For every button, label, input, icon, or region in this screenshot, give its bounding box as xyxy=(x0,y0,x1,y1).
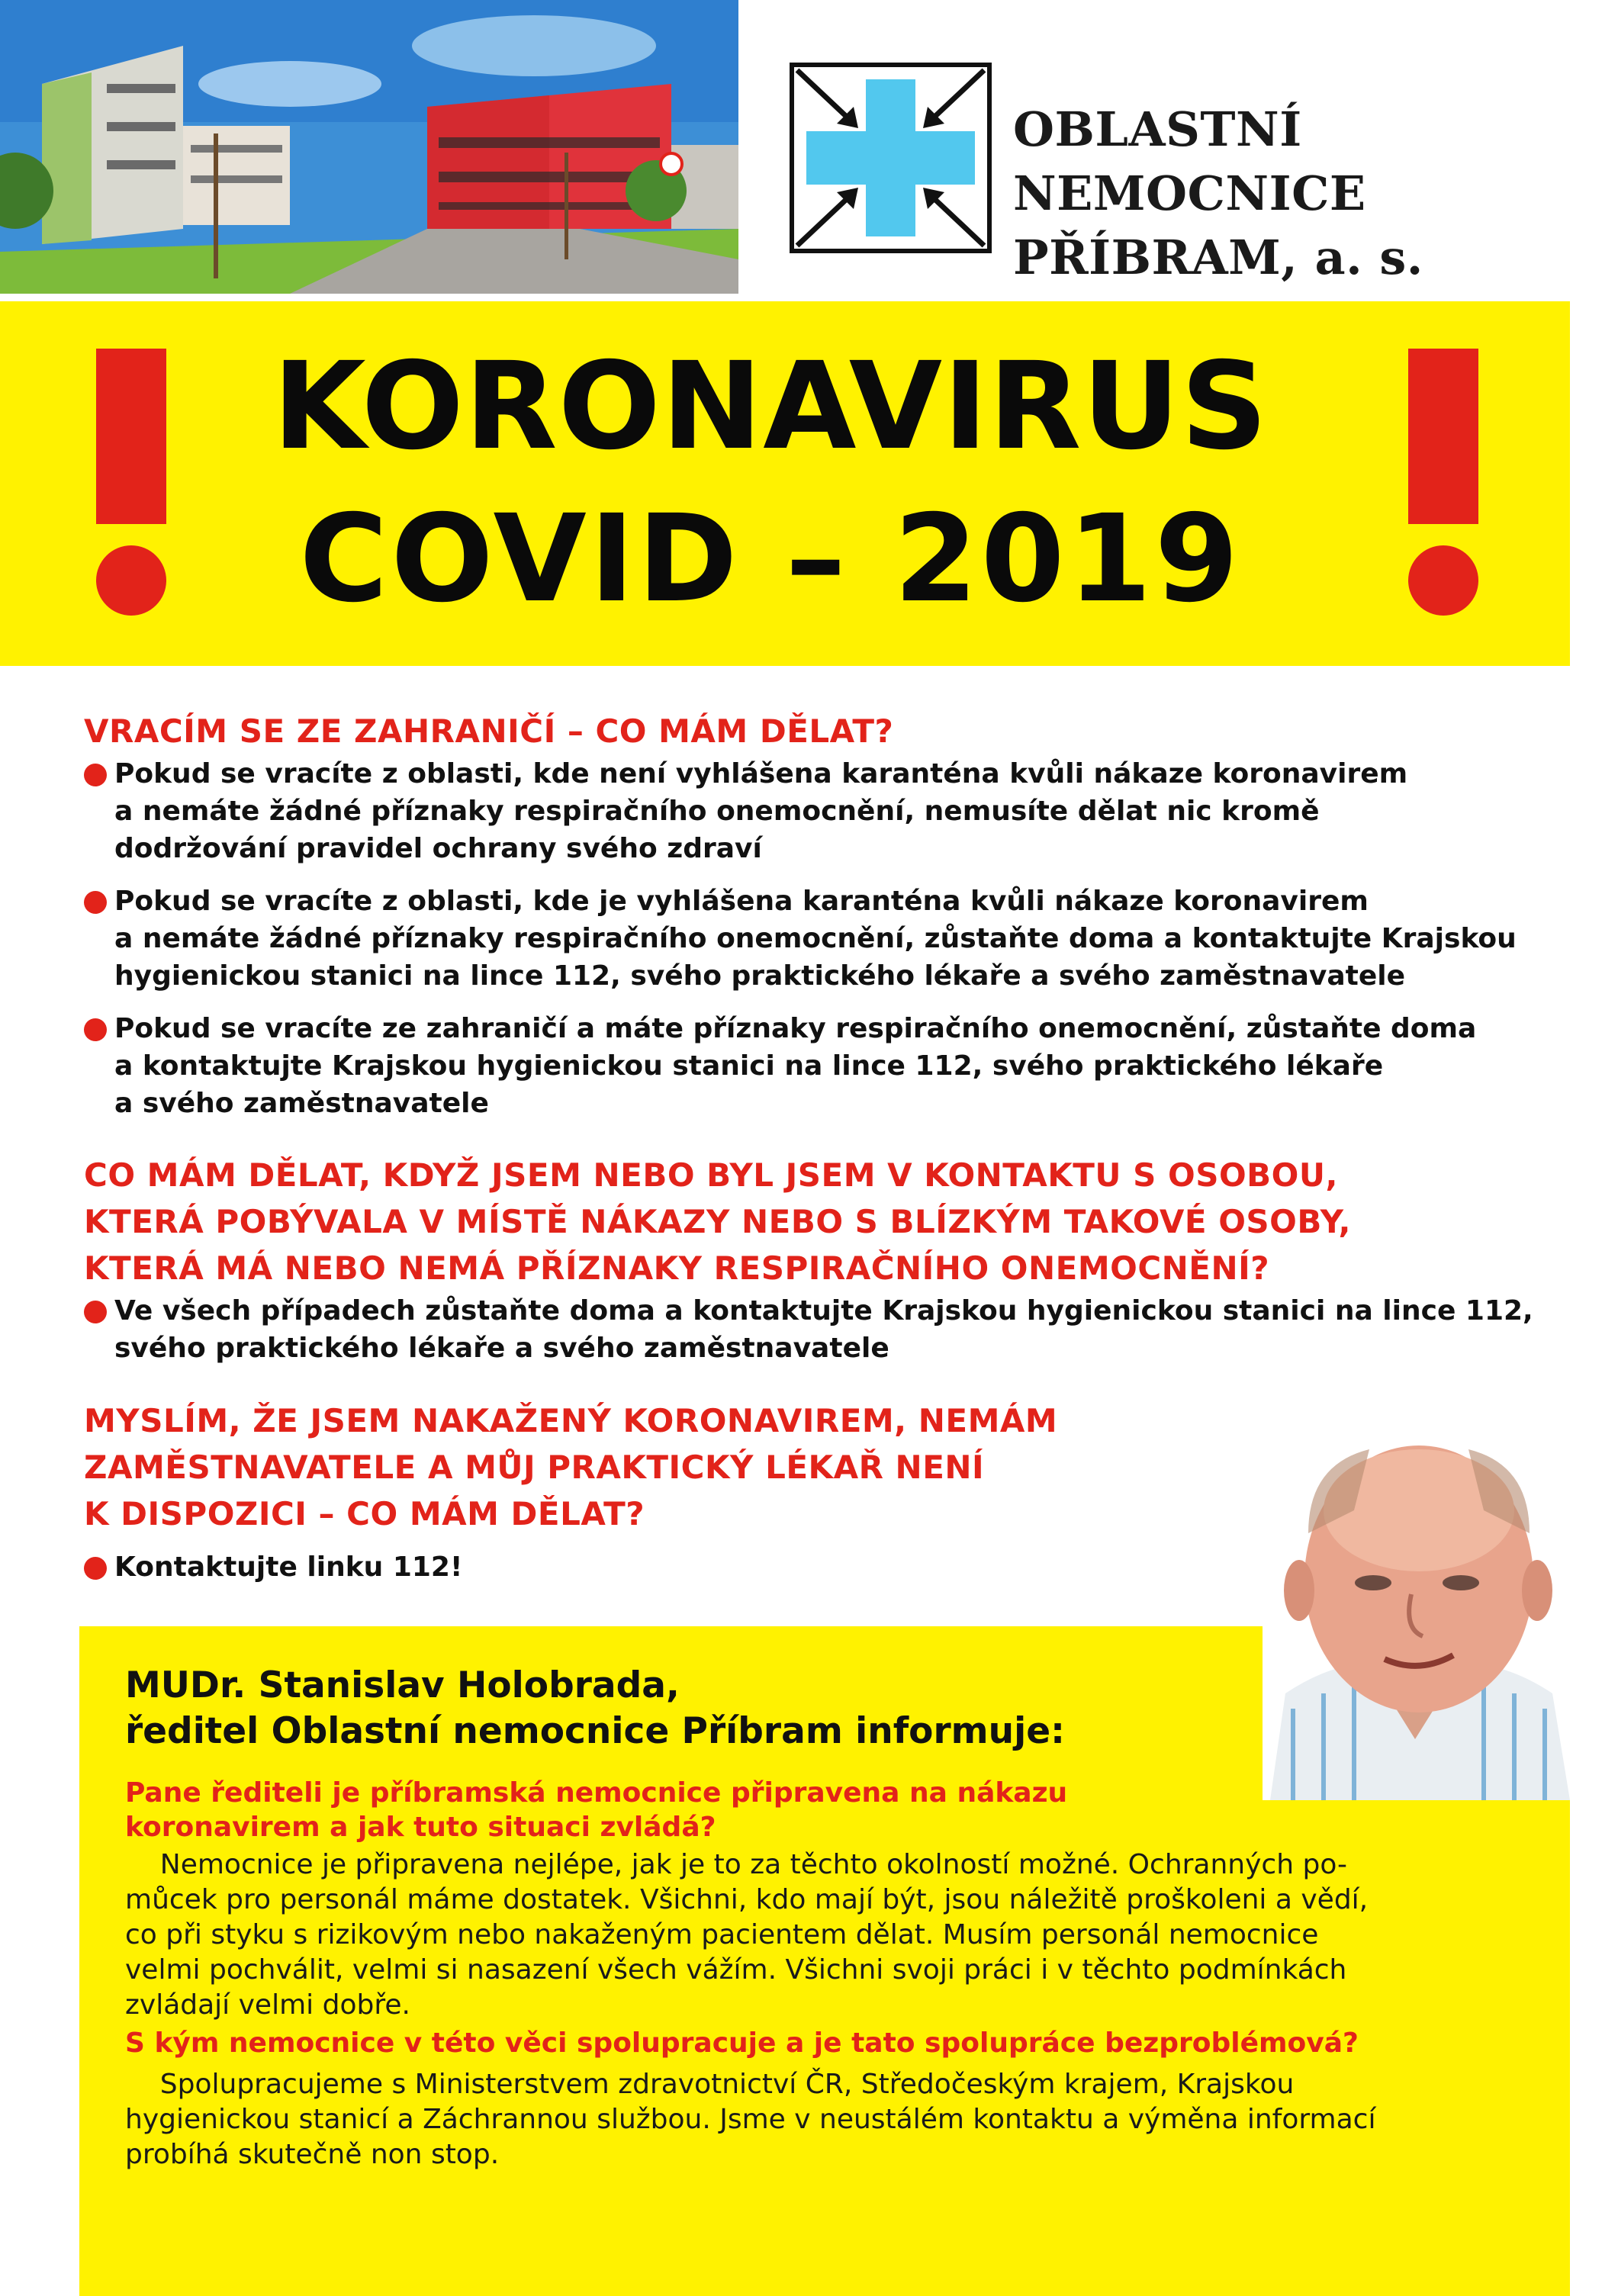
hospital-name xyxy=(1013,98,1608,290)
list-item-line: a nemáte žádné příznaky respiračního onemocnění, nemusíte dělat nic kromě xyxy=(114,796,1320,827)
list-item-line: Ve všech případech zůstaňte doma a kontaktujte Krajskou hygienickou stanici na lince 112, xyxy=(114,1295,1533,1326)
section-heading-returning xyxy=(84,708,1579,754)
hospital-building-photo xyxy=(0,0,738,294)
section-heading-line: ZAMĚSTNAVATELE A MŮJ PRAKTICKÝ LÉKAŘ NENÍ xyxy=(84,1449,985,1486)
answer-line: Nemocnice je připravena nejlépe, jak je to za těchto okolností možné. Ochranných po- xyxy=(125,1849,1348,1880)
bullet-icon xyxy=(84,1018,107,1041)
answer-line: co při styku s rizikovým nebo nakaženým pacientem dělat. Musím personál nemocnice xyxy=(125,1919,1319,1950)
interview-answer xyxy=(125,1847,1552,2023)
list-item xyxy=(84,1010,1579,1122)
list-item-line: hygienickou stanici na lince 112, svého praktického lékaře a svého zaměstnavatele xyxy=(114,960,1406,992)
list-item-line: Pokud se vracíte ze zahraničí a máte příznaky respiračního onemocnění, zůstaňte doma xyxy=(114,1013,1477,1044)
list-item-line: Kontaktujte linku 112! xyxy=(114,1552,463,1583)
answer-line: probíhá skutečně non stop. xyxy=(125,2139,500,2170)
section-heading-contact xyxy=(84,1152,1579,1291)
answer-line: zvládají velmi dobře. xyxy=(125,1989,410,2021)
section-heading-line: CO MÁM DĚLAT, KDYŽ JSEM NEBO BYL JSEM V KONTAKTU S OSOBOU, xyxy=(84,1156,1338,1194)
cross-with-arrows-logo xyxy=(790,63,992,253)
interview-answer xyxy=(125,2067,1552,2172)
list-item xyxy=(84,883,1579,995)
question-line: Pane řediteli je příbramská nemocnice připravena na nákazu xyxy=(125,1777,1068,1809)
title-line2: COVID – 2019 xyxy=(299,489,1242,629)
section-heading-line: VRACÍM SE ZE ZAHRANIČÍ – CO MÁM DĚLAT? xyxy=(84,712,894,750)
list-item xyxy=(84,1292,1579,1367)
question-line: koronavirem a jak tuto situaci zvládá? xyxy=(125,1812,716,1843)
list-item-line: svého praktického lékaře a svého zaměstnavatele xyxy=(114,1333,889,1364)
list-item-line: Pokud se vracíte z oblasti, kde není vyhlášena karanténa kvůli nákaze koronavirem xyxy=(114,758,1408,789)
bullet-icon xyxy=(84,764,107,786)
hospital-name-line2: PŘÍBRAM, a. s. xyxy=(1013,230,1423,285)
interview-author xyxy=(125,1663,1065,1754)
director-portrait-photo xyxy=(1263,1419,1570,1800)
author-title: ředitel Oblastní nemocnice Příbram informuje: xyxy=(125,1710,1065,1752)
section-heading-line: K DISPOZICI – CO MÁM DĚLAT? xyxy=(84,1495,645,1532)
list-item-line: a kontaktujte Krajskou hygienickou stanici na lince 112, svého praktického lékaře xyxy=(114,1050,1384,1082)
answer-line: hygienickou stanicí a Záchrannou službou. Jsme v neustálém kontaktu a výměna informací xyxy=(125,2104,1376,2135)
list-item xyxy=(84,755,1579,867)
answer-line: můcek pro personál máme dostatek. Všichni, kdo mají být, jsou náležitě proškoleni a vědí, xyxy=(125,1884,1369,1915)
exclamation-mark-icon xyxy=(1408,349,1478,616)
bullet-icon xyxy=(84,1301,107,1323)
bullet-icon xyxy=(84,1557,107,1580)
section-heading-line: KTERÁ MÁ NEBO NEMÁ PŘÍZNAKY RESPIRAČNÍHO ONEMOCNĚNÍ? xyxy=(84,1249,1270,1287)
section-heading-line: KTERÁ POBÝVALA V MÍSTĚ NÁKAZY NEBO S BLÍZKÝM TAKOVÉ OSOBY, xyxy=(84,1203,1351,1240)
title-banner xyxy=(0,301,1570,666)
list-item-line: a svého zaměstnavatele xyxy=(114,1088,489,1119)
page-title xyxy=(153,330,1388,635)
list-item-line: Pokud se vracíte z oblasti, kde je vyhlášena karanténa kvůli nákaze koronavirem xyxy=(114,886,1369,917)
bullet-icon xyxy=(84,891,107,914)
section-heading-line: MYSLÍM, ŽE JSEM NAKAŽENÝ KORONAVIREM, NEMÁM xyxy=(84,1402,1058,1439)
question-line: S kým nemocnice v této věci spolupracuje a je tato spolupráce bezproblémová? xyxy=(125,2027,1359,2059)
hospital-name-line1: OBLASTNÍ NEMOCNICE xyxy=(1013,101,1366,221)
answer-line: velmi pochválit, velmi si nasazení všech vážím. Všichni svoji práci i v těchto podmínkách xyxy=(125,1954,1347,1986)
interview-question xyxy=(125,2026,1359,2060)
author-name: MUDr. Stanislav Holobrada, xyxy=(125,1664,680,1706)
answer-line: Spolupracujeme s Ministerstvem zdravotnictví ČR, Středočeským krajem, Krajskou xyxy=(125,2069,1295,2100)
interview-question xyxy=(125,1776,1067,1844)
list-item-line: a nemáte žádné příznaky respiračního onemocnění, zůstaňte doma a kontaktujte Krajskou xyxy=(114,923,1517,954)
list-item-line: dodržování pravidel ochrany svého zdraví xyxy=(114,833,762,864)
title-line1: KORONAVIRUS xyxy=(272,336,1269,477)
